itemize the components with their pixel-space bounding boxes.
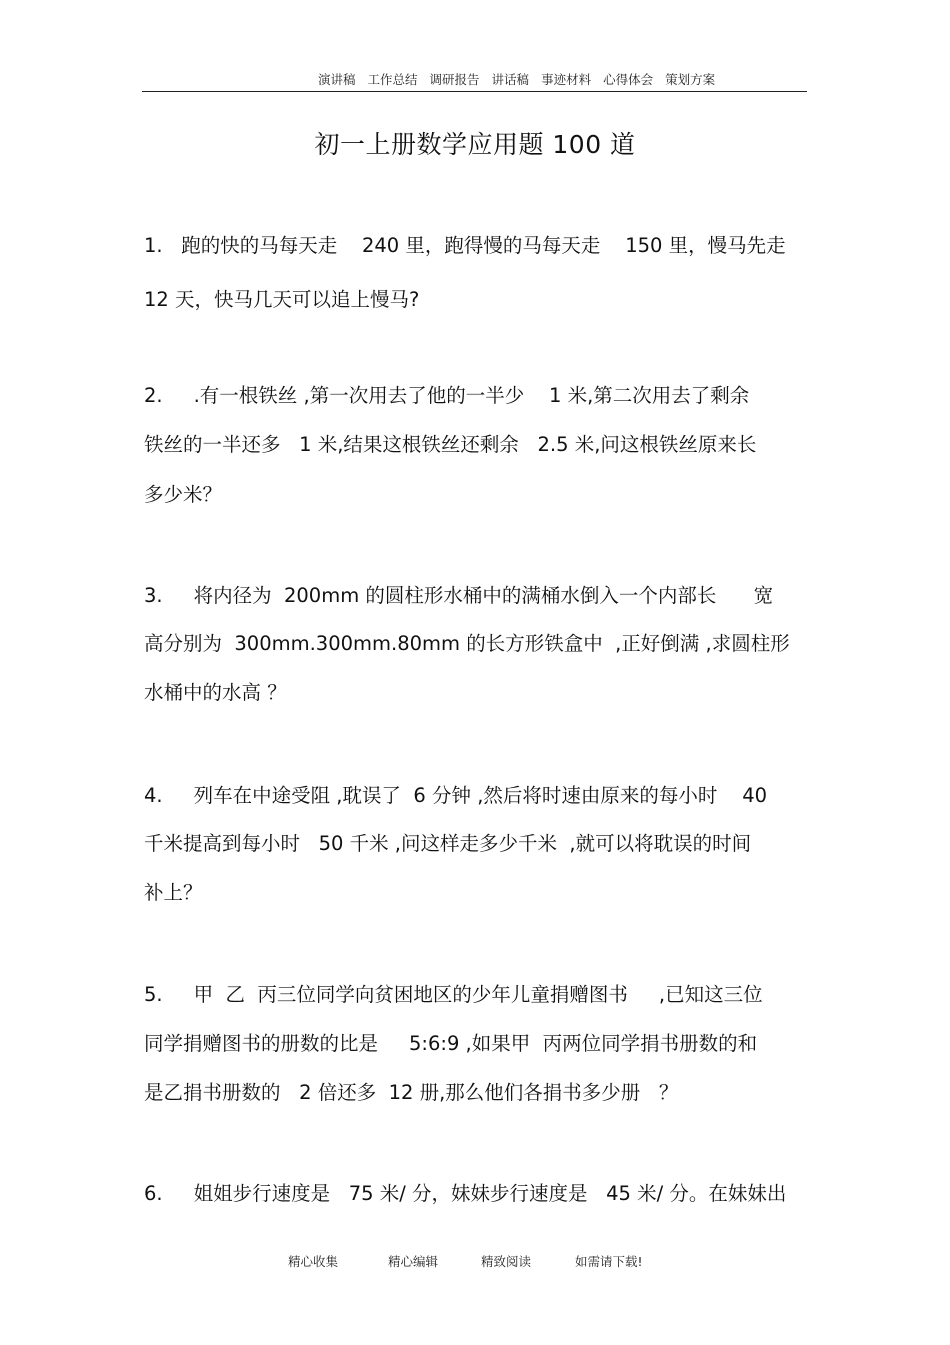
problem-line: 水桶中的水高 ？ bbox=[144, 681, 287, 704]
footer-item: 精心收集 bbox=[288, 1254, 339, 1269]
problem-line: 1. 跑的快的马每天走 240 里，跑得慢的马每天走 150 里，慢马先走 bbox=[144, 234, 786, 257]
header-divider bbox=[142, 91, 807, 92]
problem-line: 3. 将内径为 200mm 的圆柱形水桶中的满桶水倒入一个内部长 宽 bbox=[144, 584, 774, 607]
header-item: 讲话稿 bbox=[491, 72, 530, 87]
header-item: 事迹材料 bbox=[541, 72, 592, 87]
problem-line: 12 天，快马几天可以追上慢马? bbox=[144, 288, 420, 311]
problem-line: 2. .有一根铁丝 ,第一次用去了他的一半少 1 米,第二次用去了剩余 bbox=[144, 384, 750, 407]
problem-line: 6. 姐姐步行速度是 75 米/ 分，妹妹步行速度是 45 米/ 分。在妹妹出 bbox=[144, 1182, 787, 1205]
header-item: 工作总结 bbox=[367, 72, 418, 87]
footer-item: 如需请下载! bbox=[575, 1254, 643, 1269]
problem-line: 铁丝的一半还多 1 米,结果这根铁丝还剩余 2.5 米,问这根铁丝原来长 bbox=[144, 433, 757, 456]
problem-line: 是乙捐书册数的 2 倍还多 12 册,那么他们各捐书多少册 ？ bbox=[144, 1081, 679, 1104]
header-item: 演讲稿 bbox=[318, 72, 356, 87]
footer-item: 精致阅读 bbox=[481, 1254, 532, 1269]
problem-line: 同学捐赠图书的册数的比是 5:6:9 ,如果甲 丙两位同学捐书册数的和 bbox=[144, 1032, 758, 1055]
document-title: 初一上册数学应用题 100 道 bbox=[314, 130, 636, 159]
header-item: 调研报告 bbox=[429, 72, 480, 87]
header-categories bbox=[318, 70, 727, 88]
problem-line: 多少米？ bbox=[144, 483, 223, 506]
problem-line: 高分别为 300mm.300mm.80mm 的长方形铁盒中 ,正好倒满 ,求圆柱形 bbox=[144, 632, 790, 655]
problem-line: 4. 列车在中途受阻 ,耽误了 6 分钟 ,然后将时速由原来的每小时 40 bbox=[144, 784, 768, 807]
problem-line: 千米提高到每小时 50 千米 ,问这样走多少千米 ,就可以将耽误的时间 bbox=[144, 832, 752, 855]
header-item: 策划方案 bbox=[665, 72, 716, 87]
problem-line: 补上？ bbox=[144, 881, 203, 904]
header-item: 心得体会 bbox=[603, 72, 654, 87]
footer-item: 精心编辑 bbox=[388, 1254, 439, 1269]
problem-line: 5. 甲 乙 丙三位同学向贫困地区的少年儿童捐赠图书 ,已知这三位 bbox=[144, 983, 763, 1006]
